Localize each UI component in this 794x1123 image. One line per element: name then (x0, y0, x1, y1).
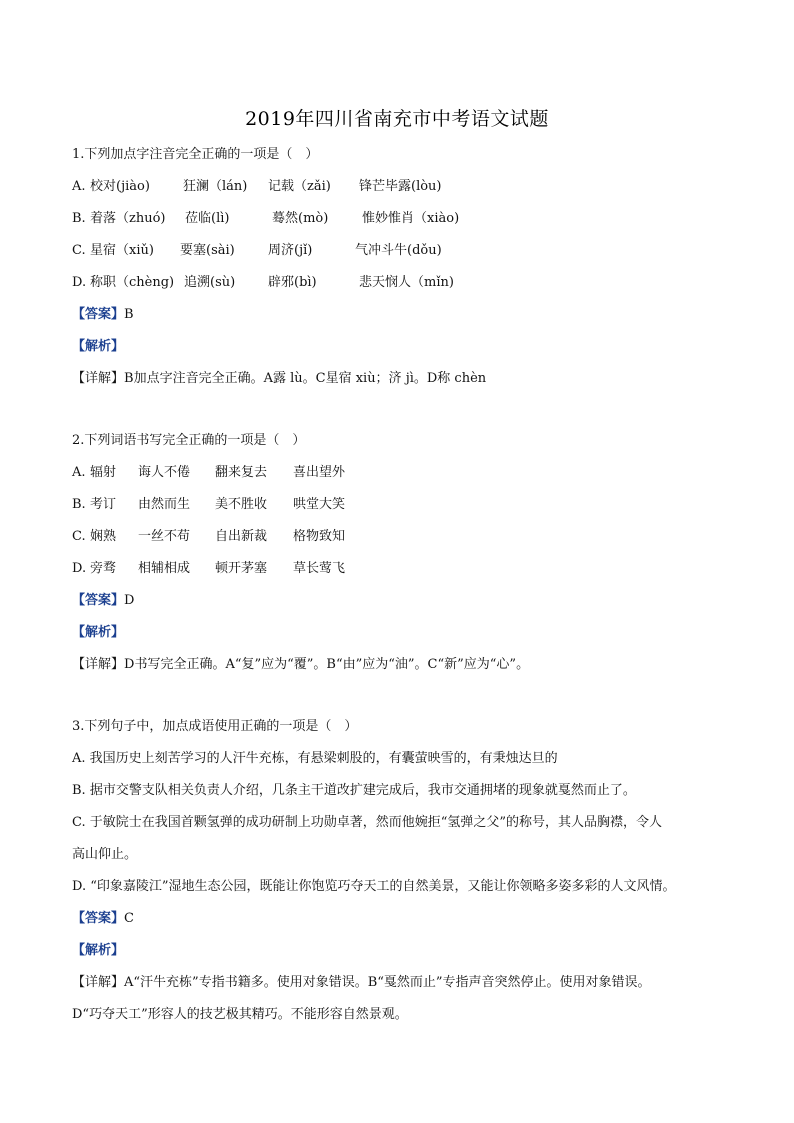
option-item: 自出新裁 (215, 529, 268, 544)
answer-tag: 【答案】 (72, 911, 125, 926)
option-item: 气冲斗牛(dǒu) (355, 243, 442, 258)
option-item: 辐射 (90, 465, 117, 480)
option-item: 星宿（xiǔ) (90, 243, 154, 258)
option-item: 相辅相成 (138, 561, 191, 576)
question-3-detail-continued: D“巧夺天工”形容人的技艺极其精巧。不能形容自然景观。 (72, 1007, 408, 1022)
analysis-tag: 【解析】 (72, 943, 125, 958)
detail-tag: 【详解】 (72, 975, 125, 990)
option-item: 称职（chèng) (90, 275, 175, 290)
detail-text: B加点字注音完全正确。A露 lù。C星宿 xiù；济 jì。D称 chèn (124, 371, 487, 386)
question-2-stem: 2.下列词语书写完全正确的一项是（ ） (72, 433, 306, 448)
option-item: 着落（zhuó) (90, 211, 166, 226)
question-3-option-a: A. 我国历史上刻苦学习的人汗牛充栋，有悬梁刺股的，有囊萤映雪的，有秉烛达旦的 (72, 751, 558, 766)
question-1-detail (72, 370, 486, 388)
option-item: 美不胜收 (215, 497, 268, 512)
option-item: 校对(jiào) (90, 179, 150, 194)
option-item: 诲人不倦 (138, 465, 191, 480)
detail-tag: 【详解】 (72, 371, 125, 386)
option-item: 锋芒毕露(lòu) (359, 179, 442, 194)
option-item: 哄堂大笑 (293, 497, 346, 512)
option-item: 考订 (90, 497, 117, 512)
option-item: 惟妙惟肖（xiào) (362, 211, 460, 226)
option-label: B. (72, 497, 86, 512)
detail-text: A“汗牛充栋”专指书籍多。使用对象错误。B“戛然而止”专指声音突然停止。使用对象错误。 (124, 975, 651, 990)
question-3-option-c-continued: 高山仰止。 (72, 847, 138, 862)
question-2-analysis (72, 624, 124, 642)
option-item: 要塞(sài) (180, 243, 235, 258)
option-label: A. (72, 465, 86, 480)
option-label: A. (72, 179, 86, 194)
option-item: 旁骛 (90, 561, 117, 576)
question-2-answer (72, 592, 134, 610)
analysis-tag: 【解析】 (72, 339, 125, 354)
analysis-tag: 【解析】 (72, 625, 125, 640)
option-item: 由然而生 (138, 497, 191, 512)
option-item: 翻来复去 (215, 465, 268, 480)
option-label: D. (72, 561, 87, 576)
page-title: 2019年四川省南充市中考语文试题 (245, 108, 549, 130)
option-item: 喜出望外 (293, 465, 346, 480)
option-item: 狂澜（lán) (183, 179, 248, 194)
option-item: 娴熟 (90, 529, 117, 544)
question-3-stem: 3.下列句子中，加点成语使用正确的一项是（ ） (72, 719, 358, 734)
question-3-option-d: D. “印象嘉陵江”湿地生态公园，既能让你饱览巧夺天工的自然美景，又能让你领略多姿多彩的人文风情。 (72, 879, 676, 894)
question-3-answer (72, 910, 134, 928)
question-2-detail (72, 656, 529, 674)
option-label: C. (72, 243, 86, 258)
question-3-option-b: B. 据市交警支队相关负责人介绍，几条主干道改扩建完成后，我市交通拥堵的现象就戛然而止了。 (72, 783, 636, 798)
answer-value: B (124, 307, 134, 322)
answer-value: C (124, 911, 134, 926)
option-label: D. (72, 275, 87, 290)
option-item: 格物致知 (293, 529, 346, 544)
option-item: 蓦然(mò) (272, 211, 329, 226)
option-item: 记载（zǎi) (268, 179, 331, 194)
option-item: 辟邪(bì) (268, 275, 317, 290)
option-item: 草长莺飞 (293, 561, 346, 576)
option-item: 悲天悯人（mǐn) (359, 275, 454, 290)
question-3-analysis (72, 942, 124, 960)
option-label: B. (72, 211, 86, 226)
question-1-stem: 1.下列加点字注音完全正确的一项是（ ） (72, 147, 319, 162)
detail-text: D书写完全正确。A“复”应为“覆”。B“由”应为“油”。C“新”应为“心”。 (124, 657, 530, 672)
option-label: C. (72, 529, 86, 544)
option-item: 周济(jǐ) (268, 243, 313, 258)
question-3-detail (72, 974, 651, 992)
answer-value: D (124, 593, 135, 608)
question-1-analysis (72, 338, 124, 356)
option-item: 追溯(sù) (184, 275, 236, 290)
answer-tag: 【答案】 (72, 307, 125, 322)
question-1-answer (72, 306, 134, 324)
answer-tag: 【答案】 (72, 593, 125, 608)
option-item: 顿开茅塞 (215, 561, 268, 576)
option-item: 莅临(lì) (185, 211, 230, 226)
question-3-option-c: C. 于敏院士在我国首颗氢弹的成功研制上功勋卓著，然而他婉拒“氢弹之父”的称号，其人品胸襟，令人 (72, 815, 663, 830)
option-item: 一丝不苟 (138, 529, 191, 544)
detail-tag: 【详解】 (72, 657, 125, 672)
